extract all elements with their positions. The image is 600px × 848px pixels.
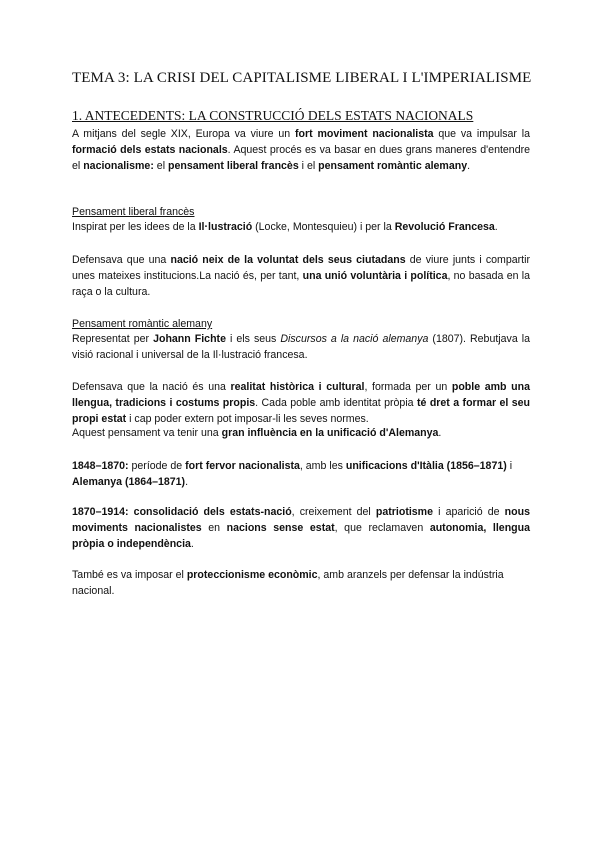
text-run: Aquest pensament va tenir una (72, 427, 222, 439)
text-run: i el (298, 159, 319, 172)
text-run: Alemanya (1864–1871) (72, 475, 186, 488)
text-run: 1870–1914: (72, 506, 129, 518)
text-run: , formada per un (364, 381, 452, 393)
text-run: Revolució Francesa (394, 221, 495, 233)
text-run: . (185, 475, 189, 488)
text-run: i (506, 460, 513, 472)
text-run: Discursos a la nació alemanya (280, 333, 429, 345)
text-run: nacionalisme: (83, 159, 154, 172)
text-run: fort fervor nacionalista (185, 460, 300, 472)
text-run: , creixement del (291, 506, 376, 518)
text-run: consolidació dels estats-nació (133, 506, 292, 518)
text-run: període de (128, 460, 186, 472)
text-run: poble amb una llengua, tradicions i costums propis (72, 381, 530, 409)
text-run: i cap poder extern pot imposar-li les seves normes. (126, 412, 369, 425)
text-run: el (153, 159, 168, 172)
text-run: en (201, 521, 227, 534)
text-run: Il·lustració (198, 221, 253, 233)
text-run: 1848–1870: (72, 460, 129, 472)
text-run: A mitjans del segle XIX, Europa va viure un (72, 128, 295, 140)
text-run: (1807). Rebutjava la visió racional i universal de la Il·lustració francesa. (72, 333, 530, 361)
text-run: patriotisme (375, 506, 433, 518)
text-run: i els seus (225, 333, 281, 345)
text-run: realitat històrica i cultural (230, 381, 365, 393)
text-run: nació neix de la voluntat dels seus ciutadans (170, 254, 406, 266)
text-run: i aparició de (433, 506, 505, 518)
text-run: autonomia, llengua pròpia o independència (72, 521, 530, 550)
text-run: que va impulsar la (433, 128, 530, 140)
text-run: pensament liberal francès (168, 159, 299, 172)
text-run: de viure junts i compartir unes mateixes institucions.La nació és, per tant, (72, 254, 531, 282)
text-run: unificacions d'Itàlia (1856–1871) (345, 460, 507, 472)
text-run: nous moviments nacionalistes (72, 506, 530, 534)
text-run: té dret a formar el seu propi estat (72, 396, 530, 425)
text-run: . (467, 159, 471, 172)
page-title: TEMA 3: LA CRISI DEL CAPITALISME LIBERAL I L'IMPERIALISME (72, 70, 532, 86)
subheading-romantic: Pensament romàntic alemany (72, 318, 213, 330)
text-run: També es va imposar el (72, 569, 187, 581)
romantic-paragraph-3 (72, 426, 530, 442)
romantic-paragraph-2 (72, 380, 530, 427)
text-run: , no basada en la raça o la cultura. (72, 269, 530, 298)
text-run: Defensava que una (72, 254, 171, 266)
romantic-paragraph-1 (72, 332, 530, 364)
text-run: (Locke, Montesquieu) i per la (252, 221, 395, 233)
text-run: . (438, 427, 442, 439)
text-run: pensament romàntic alemany (318, 159, 468, 172)
liberal-paragraph-2 (72, 253, 530, 300)
text-run: gran influència en la unificació d'Alemanya (221, 427, 439, 439)
protectionism-paragraph (72, 568, 530, 600)
period-paragraph-1870 (72, 505, 530, 552)
text-run: . (494, 221, 498, 233)
text-run: proteccionisme econòmic (186, 569, 318, 581)
text-run: Representat per (72, 333, 154, 345)
text-run: nacions sense estat (226, 521, 335, 534)
text-run: Johann Fichte (153, 333, 226, 345)
text-run: , que reclamaven (334, 521, 430, 534)
text-run: una unió voluntària i política (302, 269, 448, 282)
text-run: . Aquest procés es va basar en dues grans maneres d'entendre el (72, 143, 531, 172)
text-run: Defensava que la nació és una (72, 381, 231, 393)
liberal-paragraph-1 (72, 220, 530, 236)
subheading-liberal: Pensament liberal francès (72, 206, 195, 218)
text-run: Inspirat per les idees de la (72, 221, 199, 233)
intro-paragraph (72, 127, 530, 174)
text-run: , amb les (299, 460, 346, 472)
text-run: . Cada poble amb identitat pròpia (255, 396, 417, 409)
text-run: fort moviment nacionalista (295, 128, 434, 140)
text-run: formació dels estats nacionals (72, 143, 228, 156)
section-heading: 1. ANTECEDENTS: LA CONSTRUCCIÓ DELS ESTATS NACIONALS (72, 108, 474, 123)
text-run: , amb aranzels per defensar la indústria nacional. (72, 569, 504, 597)
text-run: . (190, 537, 194, 550)
period-paragraph-1848 (72, 459, 530, 491)
